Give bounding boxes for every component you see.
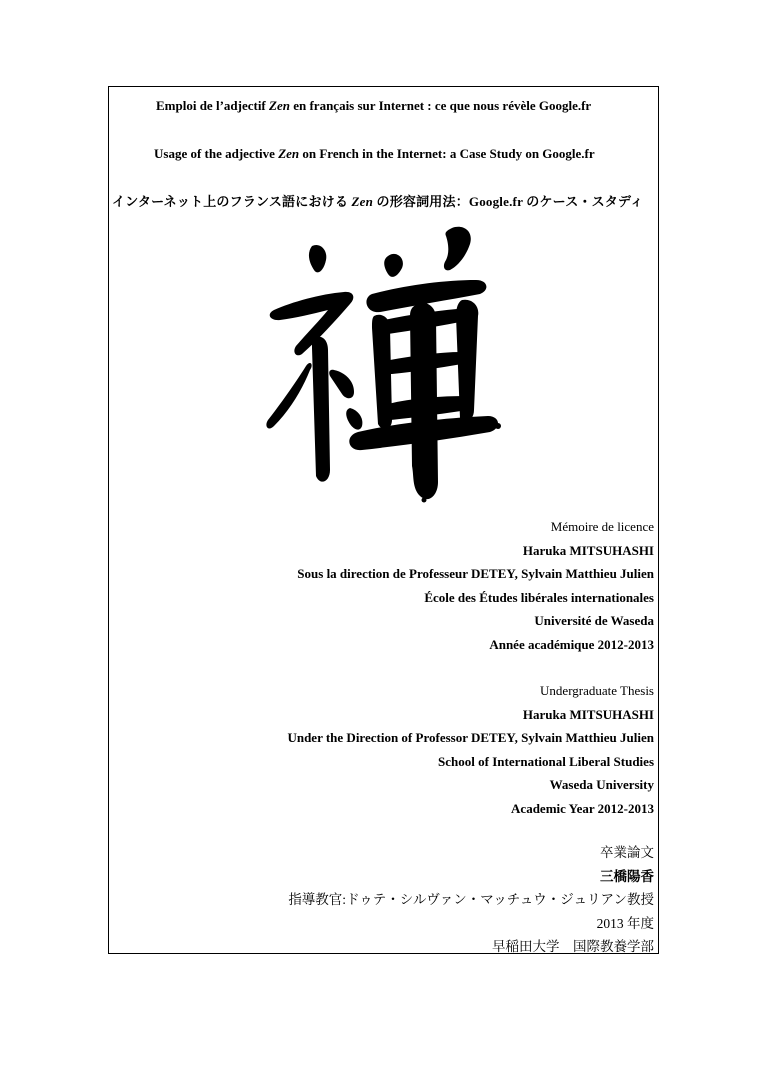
french-credits-block [297, 515, 654, 656]
title-english-after: on French in the Internet: a Case Study on Google.fr [299, 146, 595, 161]
french-author: Haruka MITSUHASHI [522, 542, 654, 558]
title-french-after: en français sur Internet : ce que nous révèle Google.fr [289, 98, 592, 113]
english-direction: Under the Direction of Professor DETEY, Sylvain Matthieu Julien [287, 730, 654, 745]
title-french [156, 98, 591, 114]
english-credits-block [287, 679, 654, 820]
title-english-emph: Zen [278, 146, 300, 161]
english-thesis-type: Undergraduate Thesis [540, 683, 654, 698]
japanese-credits-block [288, 841, 654, 959]
french-year: Année académique 2012-2013 [489, 636, 654, 652]
english-university: Waseda University [549, 777, 654, 792]
zen-calligraphy-strokes [266, 227, 501, 503]
title-japanese [112, 191, 643, 210]
title-english-before: Usage of the adjective [154, 146, 279, 161]
french-thesis-type: Mémoire de licence [550, 519, 654, 534]
french-university: Université de Waseda [534, 613, 654, 628]
japanese-year: 2013 年度 [596, 915, 654, 931]
english-author: Haruka MITSUHASHI [522, 706, 654, 722]
french-school: École des Études libérales internationales [424, 589, 654, 605]
title-french-before: Emploi de l’adjectif [156, 98, 270, 113]
zen-calligraphy-image [262, 220, 502, 505]
english-school: School of International Liberal Studies [438, 753, 654, 769]
japanese-direction: 指導教官:ドゥテ・シルヴァン・マッチュウ・ジュリアン教授 [288, 892, 654, 907]
title-japanese-before: インターネット上のフランス語における [112, 194, 352, 209]
french-direction: Sous la direction de Professeur DETEY, Sylvain Matthieu Julien [297, 566, 654, 581]
english-year: Academic Year 2012-2013 [511, 800, 654, 816]
title-japanese-after: の形容詞用法：Google.fr のケース・スタディ [373, 194, 644, 209]
title-french-emph: Zen [269, 98, 290, 113]
title-english [154, 146, 595, 162]
japanese-thesis-type: 卒業論文 [600, 845, 654, 860]
japanese-university: 早稲田大学 国際教養学部 [492, 939, 654, 954]
title-japanese-emph: Zen [351, 194, 374, 209]
japanese-author: 三橋陽香 [600, 868, 654, 884]
